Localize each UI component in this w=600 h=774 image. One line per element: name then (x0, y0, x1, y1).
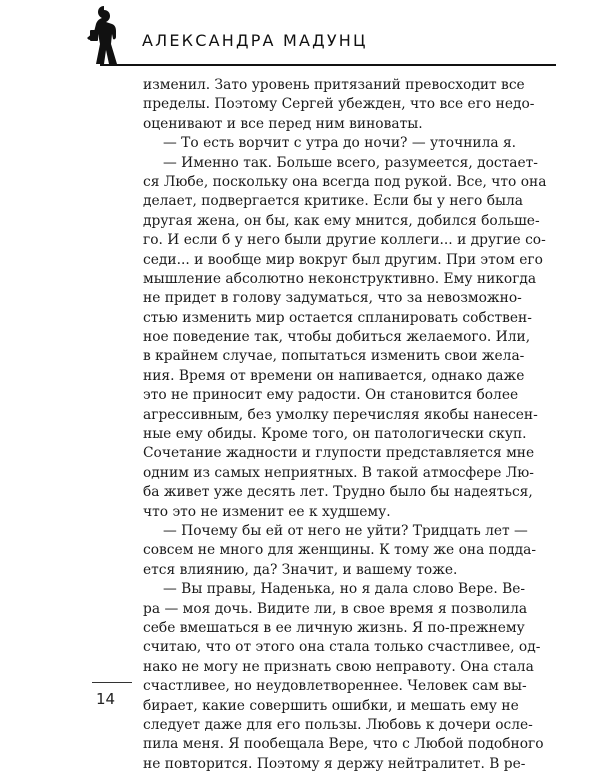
text-line: го. И если б у него были другие коллеги... и другие со- (143, 232, 546, 249)
text-line: ния. Время от времени он напивается, однако даже (143, 367, 525, 384)
header-rule (100, 64, 556, 66)
text-line: — Вы правы, Наденька, но я дала слово Вере. Ве- (163, 581, 526, 598)
text-line: ра — моя дочь. Видите ли, в свое время я позволила (143, 600, 528, 617)
page-number: 14 (96, 690, 116, 708)
text-line: агрессивным, без умолку перечисляя якобы нанесен- (143, 406, 538, 423)
text-line: ба живет уже десять лет. Трудно было бы надеяться, (143, 484, 533, 501)
woman-silhouette-icon (78, 8, 130, 68)
text-line: что это не изменит ее к худшему. (143, 503, 391, 520)
text-line: пределы. Поэтому Сергей убежден, что все его недо- (143, 96, 535, 113)
text-line: ся Любе, поскольку она всегда под рукой. Все, что она (143, 173, 547, 190)
text-line: оценивают и все перед ним виноваты. (143, 115, 423, 132)
text-line: бирает, какие совершить ошибки, и мешать ему не (143, 697, 519, 714)
body-text (143, 76, 547, 774)
text-line: считаю, что от этого она стала только счастливее, од- (143, 639, 541, 656)
text-line: — То есть ворчит с утра до ночи? — уточнила я. (163, 135, 517, 152)
text-line: нако не могу не признать свою неправоту. Она стала (143, 658, 534, 675)
text-line: одним из самых неприятных. В такой атмосфере Лю- (143, 464, 534, 481)
text-line: не повторится. Поэтому я держу нейтралитет. В ре- (143, 755, 526, 772)
text-line: в крайнем случае, попытаться изменить свои жела- (143, 348, 525, 365)
text-line: мышление абсолютно неконструктивно. Ему никогда (143, 270, 537, 287)
text-line: счастливее, но неудовлетвореннее. Человек сам вы- (143, 678, 527, 695)
text-line: совсем не много для женщины. К тому же она подда- (143, 542, 537, 559)
text-line: себе вмешаться в ее личную жизнь. Я по-прежнему (143, 619, 525, 636)
text-line: стью изменить мир остается спланировать собствен- (143, 309, 532, 326)
text-line: — Именно так. Больше всего, разумеется, достает- (163, 154, 538, 171)
text-line: пила меня. Я пообещала Вере, что с Любой подобного (143, 736, 544, 753)
text-line: ные ему обиды. Кроме того, он патологически скуп. (143, 426, 527, 443)
text-line: делает, подвергается критике. Если бы у него была (143, 193, 523, 210)
text-line: — Почему бы ей от него не уйти? Тридцать лет — (163, 522, 528, 539)
text-line: это не приносит ему радости. Он становится более (143, 387, 519, 404)
text-line: не придет в голову задуматься, что за невозможно- (143, 290, 522, 307)
text-line: ется влиянию, да? Значит, и вашему тоже. (143, 561, 458, 578)
footer-rule (92, 682, 132, 683)
text-line: Сочетание жадности и глупости представляется мне (143, 445, 535, 462)
text-line: седи... и вообще мир вокруг был другим. При этом его (143, 251, 543, 268)
text-line: следует даже для его пользы. Любовь к дочери осле- (143, 716, 533, 733)
author-name: АЛЕКСАНДРА МАДУНЦ (142, 31, 368, 50)
text-line: изменил. Зато уровень притязаний превосходит все (143, 77, 525, 93)
running-header (0, 0, 600, 72)
text-line: другая жена, он бы, как ему мнится, добился больше- (143, 212, 540, 229)
text-line: ное поведение так, чтобы добиться желаемого. Или, (143, 329, 531, 346)
